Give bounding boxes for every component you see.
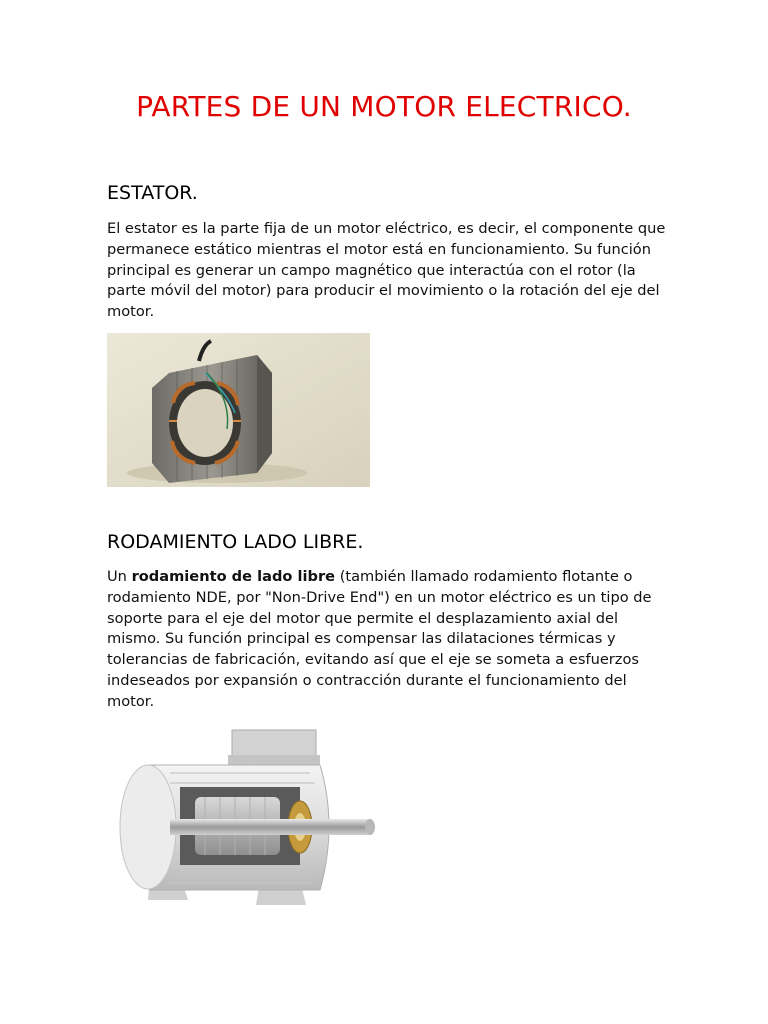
section-heading-rodamiento: RODAMIENTO LADO LIBRE. xyxy=(107,531,364,553)
stator-image xyxy=(107,333,370,487)
page-title: PARTES DE UN MOTOR ELECTRICO. xyxy=(136,90,632,123)
section-heading-estator: ESTATOR. xyxy=(107,182,198,204)
paragraph-bold-term: rodamiento de lado libre xyxy=(131,568,336,585)
paragraph-prefix: Un xyxy=(107,568,132,585)
section-paragraph-rodamiento xyxy=(107,567,667,713)
section-paragraph-estator: El estator es la parte fija de un motor eléctrico, es decir, el componente que permanece estático mientras el motor está en funcionamiento. Su función principal es generar un campo magnético que interactúa con el rotor (la parte móvil del motor) para producir el movimiento o la rotación del eje del motor. xyxy=(107,220,666,321)
motor-cutaway-image xyxy=(110,725,385,925)
paragraph-rest: (también llamado rodamiento flotante o rodamiento NDE, por "Non-Drive End") en un motor eléctrico es un tipo de soporte para el eje del motor que permite el desplazamiento axial del mismo. Su función principal es compensar las dilataciones térmicas y tolerancias de fabricación, evitando así que el eje se someta a esfuerzos indeseados por expansión o contracción durante el funcionamiento del motor. xyxy=(107,568,652,710)
